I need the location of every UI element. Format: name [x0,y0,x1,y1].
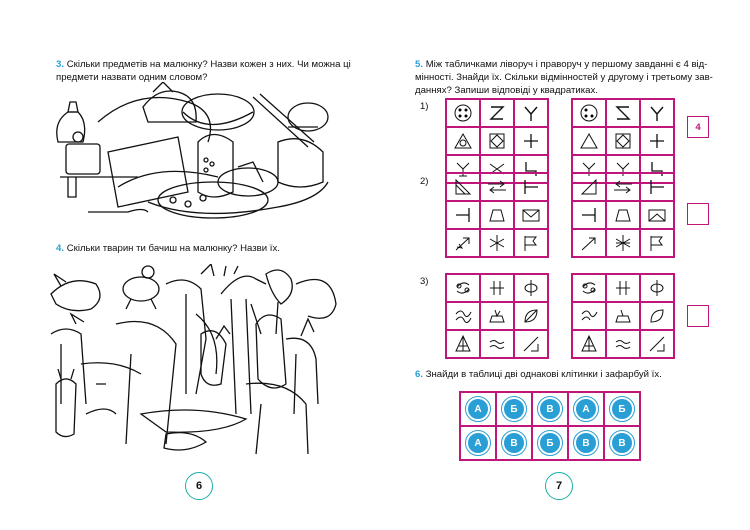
triangle-icon [572,127,606,155]
double-cross-icon [480,274,514,302]
cancer-sign-icon [572,274,606,302]
right-page [375,0,750,530]
row-1-label: 1) [420,101,429,112]
kitchen-items-illustration [48,82,340,230]
split-lines-icon [640,127,674,155]
trapezoid-icon [606,201,640,229]
row-3-left-grid [445,273,549,359]
asterisk-icon [480,229,514,257]
letter-circle: В [502,431,526,455]
leaf-icon [514,302,548,330]
task-5 [415,58,733,97]
task-3-number: 3. [56,59,65,70]
letter-circle: В [574,431,598,455]
tray-icon [480,302,514,330]
double-arrow-icon [480,173,514,201]
phi-icon [640,274,674,302]
task-4-text: Скільки тварин ти бачиш на малюнку? Назви їх. [66,243,280,254]
task-6 [415,368,733,381]
right-triangle-icon [572,173,606,201]
t-bar-left-icon [572,201,606,229]
letter-cell[interactable] [568,426,604,460]
row-3-label: 3) [420,276,429,287]
waves-icon [446,302,480,330]
row-3-answer-box[interactable] [687,305,709,327]
letter-circle: А [466,397,490,421]
right-triangle-icon [446,173,480,201]
letter-table [459,391,641,461]
row-2-right-grid [571,172,675,258]
row-3-right-grid [571,273,675,359]
task-4-number: 4. [56,243,65,254]
dice-icon [446,99,480,127]
letter-cell[interactable] [604,392,640,426]
arrow-up-right-icon [572,229,606,257]
letter-cell[interactable] [496,426,532,460]
phi-icon [514,274,548,302]
letter-cell[interactable] [460,426,496,460]
square-diamond-icon [480,127,514,155]
task-3 [56,58,356,84]
z-shape-icon [480,99,514,127]
wave-lines-icon [606,330,640,358]
task-5-number: 5. [415,59,424,70]
triangle-circle-icon [446,127,480,155]
wave-lines-icon [480,330,514,358]
page-number-left: 6 [185,472,213,500]
striped-triangle-icon [572,330,606,358]
task-5-text-line2: мінності. Знайди їх. Скільки відмінностей у другому і третьому зав- [415,72,713,83]
envelope-icon [514,201,548,229]
row-2-label: 2) [420,176,429,187]
letter-circle: Б [538,431,562,455]
page-number-right: 7 [545,472,573,500]
letter-circle: А [466,431,490,455]
dice-icon [572,99,606,127]
double-arrow-icon [606,173,640,201]
leaf-icon [640,302,674,330]
letter-circle: Б [502,397,526,421]
row-1-answer-box[interactable]: 4 [687,116,709,138]
letter-circle: В [610,431,634,455]
row-2-answer-box[interactable] [687,203,709,225]
striped-triangle-icon [446,330,480,358]
cancer-sign-icon [446,274,480,302]
task-5-text-line3: даннях? Запиши відповіді у квадратиках. [415,85,598,96]
letter-cell[interactable] [604,426,640,460]
task-6-number: 6. [415,369,424,380]
flag-icon [514,229,548,257]
t-bar-icon [514,173,548,201]
split-lines-icon [514,127,548,155]
task-3-text-line2: предмети назвати одним словом? [56,72,208,83]
letter-circle: В [538,397,562,421]
flag-icon [640,229,674,257]
letter-cell[interactable] [496,392,532,426]
asterisk-icon [606,229,640,257]
s-shape-icon [606,99,640,127]
letter-circle: Б [610,397,634,421]
letter-circle: А [574,397,598,421]
double-cross-icon [606,274,640,302]
task-5-text-line1: Між табличками ліворуч і праворуч у першому завданні є 4 від- [425,59,708,70]
arrow-up-right-icon [446,229,480,257]
waves-icon [572,302,606,330]
tray-icon [606,302,640,330]
letter-cell[interactable] [532,426,568,460]
t-bar-left-icon [446,201,480,229]
letter-cell[interactable] [568,392,604,426]
task-6-text: Знайди в таблиці дві однакові клітинки і зафарбуй їх. [425,369,662,380]
row-2-left-grid [445,172,549,258]
corner-slash-icon [640,330,674,358]
envelope-icon [640,201,674,229]
square-diamond-icon [606,127,640,155]
corner-slash-icon [514,330,548,358]
t-bar-icon [640,173,674,201]
task-4 [56,242,356,255]
task-3-text-line1: Скільки предметів на малюнку? Назви кожен з них. Чи можна ці [66,59,351,70]
y-shape-icon [514,99,548,127]
letter-cell[interactable] [460,392,496,426]
animals-illustration [46,264,344,460]
trapezoid-icon [480,201,514,229]
letter-cell[interactable] [532,392,568,426]
y-shape-icon [640,99,674,127]
